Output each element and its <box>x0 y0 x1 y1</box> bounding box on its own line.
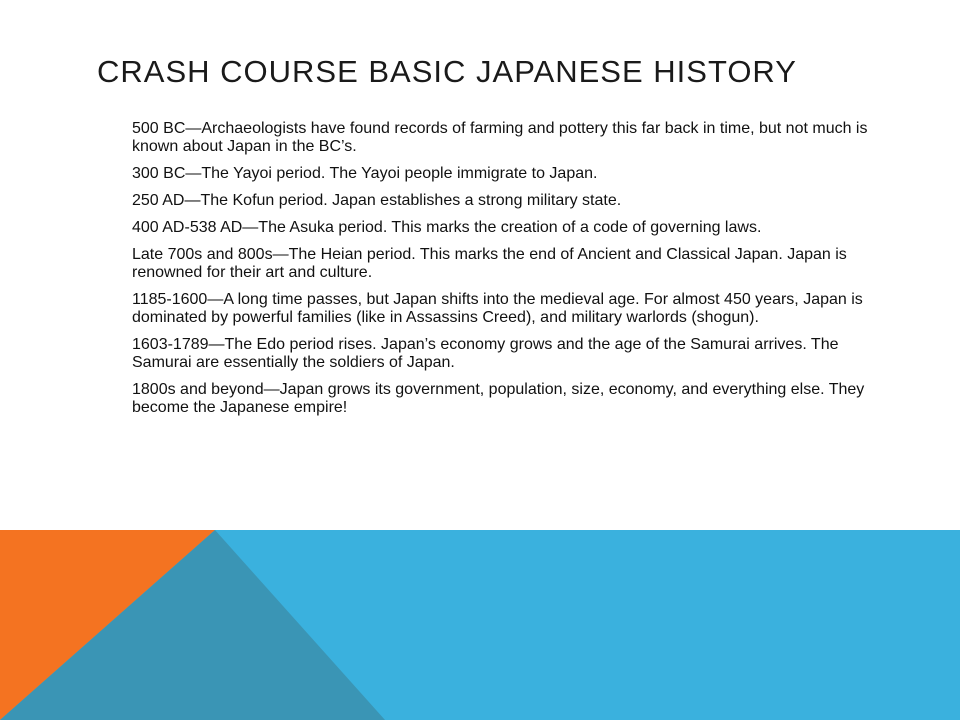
list-item: 500 BC—Archaeologists have found records of farming and pottery this far back in time, but not much is known about Japan in the BC’s. <box>132 120 868 155</box>
list-item: 1603-1789—The Edo period rises. Japan’s economy grows and the age of the Samurai arrives. The Samurai are essentially the soldiers of Japan. <box>132 336 839 371</box>
slide-title: CRASH COURSE BASIC JAPANESE HISTORY <box>97 54 797 89</box>
list-item: 1185-1600—A long time passes, but Japan shifts into the medieval age. For almost 450 years, Japan is dominated by powerful families (like in Assassins Creed), and military warlords (shogun). <box>132 291 863 326</box>
list-item: 400 AD-538 AD—The Asuka period. This marks the creation of a code of governing laws. <box>132 219 762 236</box>
list-item: Late 700s and 800s—The Heian period. This marks the end of Ancient and Classical Japan. Japan is renowned for their art and culture. <box>132 246 847 281</box>
decorative-footer-band <box>0 530 960 720</box>
history-list <box>132 120 877 426</box>
list-item: 250 AD—The Kofun period. Japan establishes a strong military state. <box>132 192 622 209</box>
list-item: 1800s and beyond—Japan grows its government, population, size, economy, and everything else. They become the Japanese empire! <box>132 381 865 416</box>
list-item: 300 BC—The Yayoi period. The Yayoi people immigrate to Japan. <box>132 165 598 182</box>
decorative-shapes <box>0 530 960 720</box>
